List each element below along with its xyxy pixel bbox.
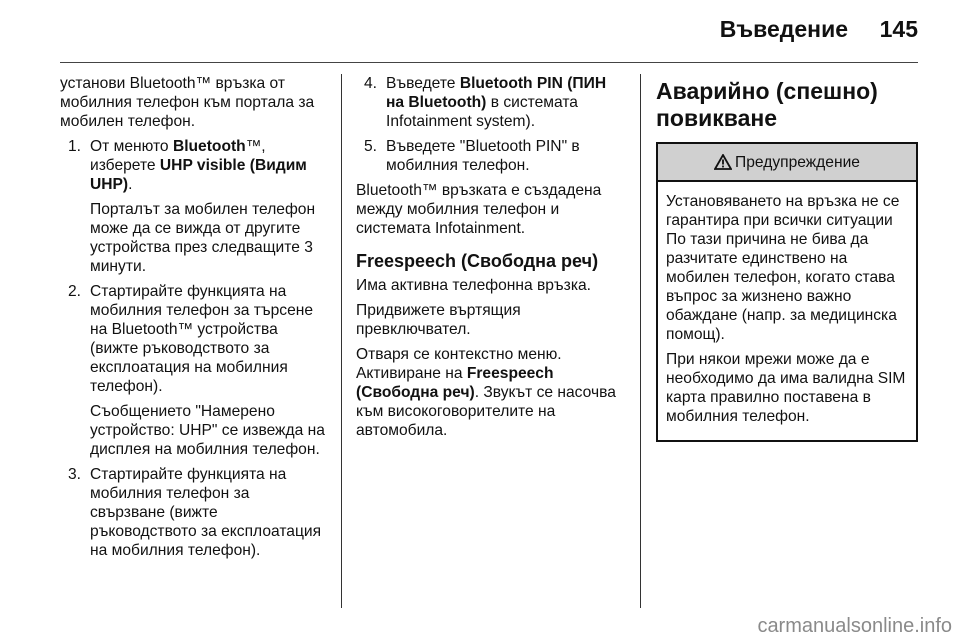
section-heading-emergency: Аварийно (спешно) повикване (656, 78, 878, 131)
warning-triangle-icon (714, 154, 732, 170)
warning-paragraph: При някои мрежи може да е необходимо да има валидна SIM карта правилно поставена в мобилния телефон. (666, 351, 906, 425)
step-item (60, 282, 328, 459)
column-right (656, 74, 918, 442)
step-text: Въведете "Bluetooth PIN" в мобилния телефон. (386, 138, 580, 174)
step-text: От менюто Bluetooth™, изберете UHP visible (Видим UHP). (90, 138, 307, 193)
step-number: 5. (364, 138, 378, 155)
warning-title: Предупреждение (735, 153, 860, 171)
warning-header (658, 144, 916, 182)
page-header (60, 0, 918, 63)
step-number: 4. (364, 75, 378, 92)
paragraph: Отваря се контекстно меню. Активиране на Freespeech (Свободна реч). Звукът се насочва към високоговорителите на автомобила. (356, 346, 616, 439)
column-divider-right (640, 74, 641, 608)
steps-list-middle (356, 74, 626, 175)
step-note: Порталът за мобилен телефон може да се вижда от другите устройства през следващите 3 минути. (90, 201, 316, 275)
step-text: Въведете Bluetooth PIN (ПИН на Bluetooth) в системата Infotainment system). (386, 75, 607, 130)
section-heading-freespeech: Freespeech (Свободна реч) (356, 251, 599, 271)
step-number: 3. (68, 466, 82, 483)
watermark: carmanualsonline.info (757, 615, 952, 637)
step-text: Стартирайте функцията на мобилния телефон за търсене на Bluetooth™ устройства (вижте ръководството за експлоатация на мобилния телефон). (90, 283, 314, 395)
column-divider-left (341, 74, 342, 608)
menu-term: Freespeech (Свободна реч) (356, 365, 554, 401)
warning-paragraph: Установяването на връзка не се гарантира при всички ситуации По тази причина не бива да разчитате единствено на мобилен телефон, когато става въпрос за жизнено важно обаждане (напр. за медицинска помощ). (666, 193, 900, 343)
step-item (60, 465, 328, 560)
step-item (356, 74, 626, 131)
conclusion-paragraph: Bluetooth™ връзката е създадена между мобилния телефон и системата Infotainment. (356, 182, 602, 237)
step-item (356, 137, 626, 175)
chapter-title: Въведение (719, 16, 848, 42)
step-number: 1. (68, 138, 82, 155)
paragraph: Има активна телефонна връзка. (356, 277, 592, 294)
paragraph: Придвижете въртящия превключвател. (356, 302, 521, 338)
menu-term: Bluetooth (172, 138, 246, 155)
steps-list-left (60, 137, 328, 560)
step-text: Стартирайте функцията на мобилния телефон за свързване (вижте ръководството за експлоатация на мобилния телефон). (90, 466, 322, 559)
column-left (60, 74, 328, 566)
page-number: 145 (879, 16, 918, 42)
menu-term: UHP visible (Видим UHP) (90, 157, 307, 193)
menu-term: Bluetooth PIN (ПИН на Bluetooth) (386, 75, 607, 111)
step-item (60, 137, 328, 276)
step-note: Съобщението "Намерено устройство: UHP" се извежда на дисплея на мобилния телефон. (90, 403, 325, 458)
column-middle (356, 74, 626, 446)
intro-paragraph: установи Bluetooth™ връзка от мобилния телефон към портала за мобилен телефон. (60, 75, 315, 130)
step-number: 2. (68, 283, 82, 300)
warning-body (658, 182, 916, 440)
warning-box (656, 142, 918, 442)
